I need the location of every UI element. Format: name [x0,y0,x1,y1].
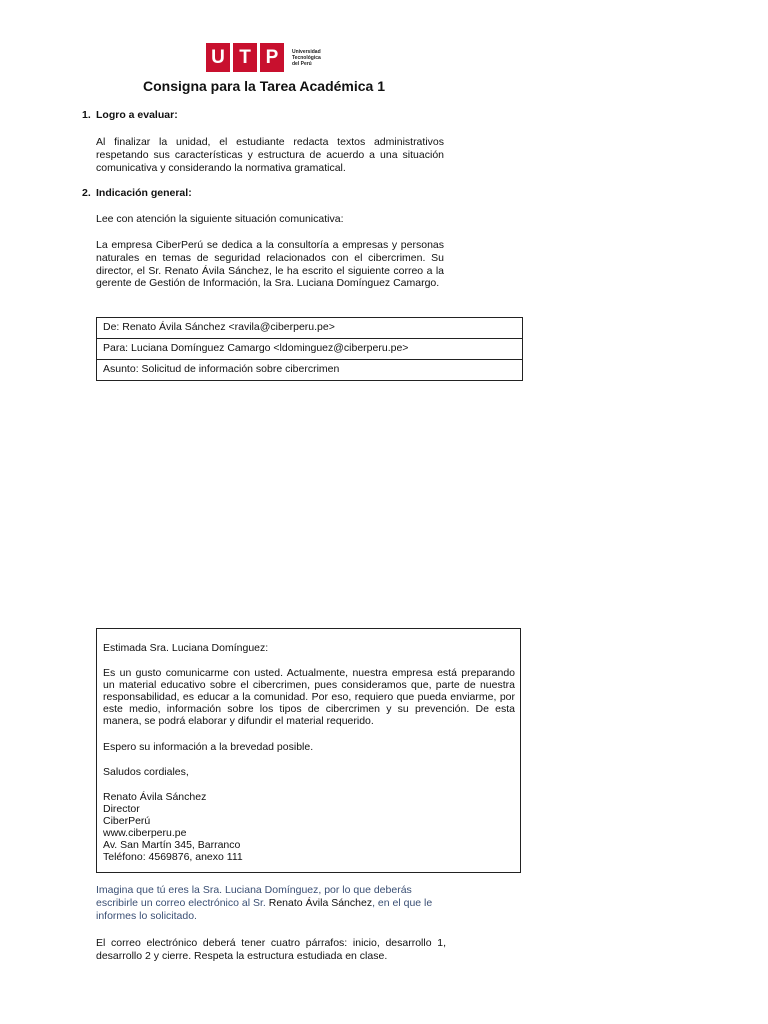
logo-institution-name [292,49,321,67]
email-to: Para: Luciana Domínguez Camargo <ldominguez@ciberperu.pe> [97,339,522,360]
section-1-number: 1. [82,109,91,121]
section-1-title: Logro a evaluar: [96,109,178,121]
email-from: De: Renato Ávila Sánchez <ravila@ciberperu.pe> [97,318,522,339]
letter-salutation: Saludos cordiales, [103,765,189,778]
signature-website: www.ciberperu.pe [103,827,187,840]
signature-phone: Teléfono: 4569876, anexo 111 [103,851,243,864]
section-2-scenario: La empresa CiberPerú se dedica a la consultoría a empresas y personas naturales en temas de seguridad relacionados con el cibercrimen. Su director, el Sr. Renato Ávila Sánchez, le ha escrito el siguiente correo a la gerente de Gestión de Información, la Sra. Luciana Domínguez Camargo. [96,239,444,290]
utp-logo [206,43,321,72]
section-2-title: Indicación general: [96,187,192,199]
instruction-part-2: , en el que le informes lo solicitado. [96,896,433,922]
signature-name: Renato Ávila Sánchez [103,790,207,803]
logo-letter-t: T [233,43,257,72]
letter-signature [103,791,515,864]
page-title: Consigna para la Tarea Académica 1 [143,78,385,94]
letter-greeting: Estimada Sra. Luciana Domínguez: [103,642,269,654]
signature-role: Director [103,802,140,815]
email-subject: Asunto: Solicitud de información sobre cibercrimen [103,363,340,375]
section-2-intro: Lee con atención la siguiente situación comunicativa: [96,213,344,225]
instruction-part-1: Imagina que tú eres la Sra. Luciana Domínguez, por lo que deberás escribirle un correo electrónico al Sr. [96,884,412,909]
email-letter-box [96,628,521,873]
letter-closing-request: Espero su información a la brevedad posible. [103,740,314,753]
signature-company: CiberPerú [103,814,151,827]
email-header-table [96,317,523,381]
section-1-text: Al finalizar la unidad, el estudiante redacta textos administrativos respetando sus características y estructura de acuerdo a una situación comunicativa y considerando la normativa gramatical. [96,136,444,174]
section-2-number: 2. [82,187,91,199]
logo-line-2: Tecnológica [292,54,321,61]
logo-line-3: del Perú [292,60,312,67]
signature-address: Av. San Martín 345, Barranco [103,839,241,852]
letter-body: Es un gusto comunicarme con usted. Actualmente, nuestra empresa está preparando un material educativo sobre el cibercrimen, pues consideramos que, parte de nuestra responsabilidad, es educar a la comunidad. Por eso, requiero que pueda enviarme, por este medio, información sobre los tipos de cibercrimen y su prevención. De esta manera, se podrá elaborar y difundir el material requerido. [103,667,515,728]
logo-letter-p: P [260,43,284,72]
section-2-heading [82,187,192,199]
task-instruction [96,884,441,922]
section-1-heading [82,109,178,121]
instruction-name: Renato Ávila Sánchez [268,896,373,909]
final-note: El correo electrónico deberá tener cuatro párrafos: inicio, desarrollo 1, desarrollo 2 y cierre. Respeta la estructura estudiada en clase. [96,937,446,962]
logo-line-1: Universidad [292,48,321,55]
logo-letter-u: U [206,43,230,72]
